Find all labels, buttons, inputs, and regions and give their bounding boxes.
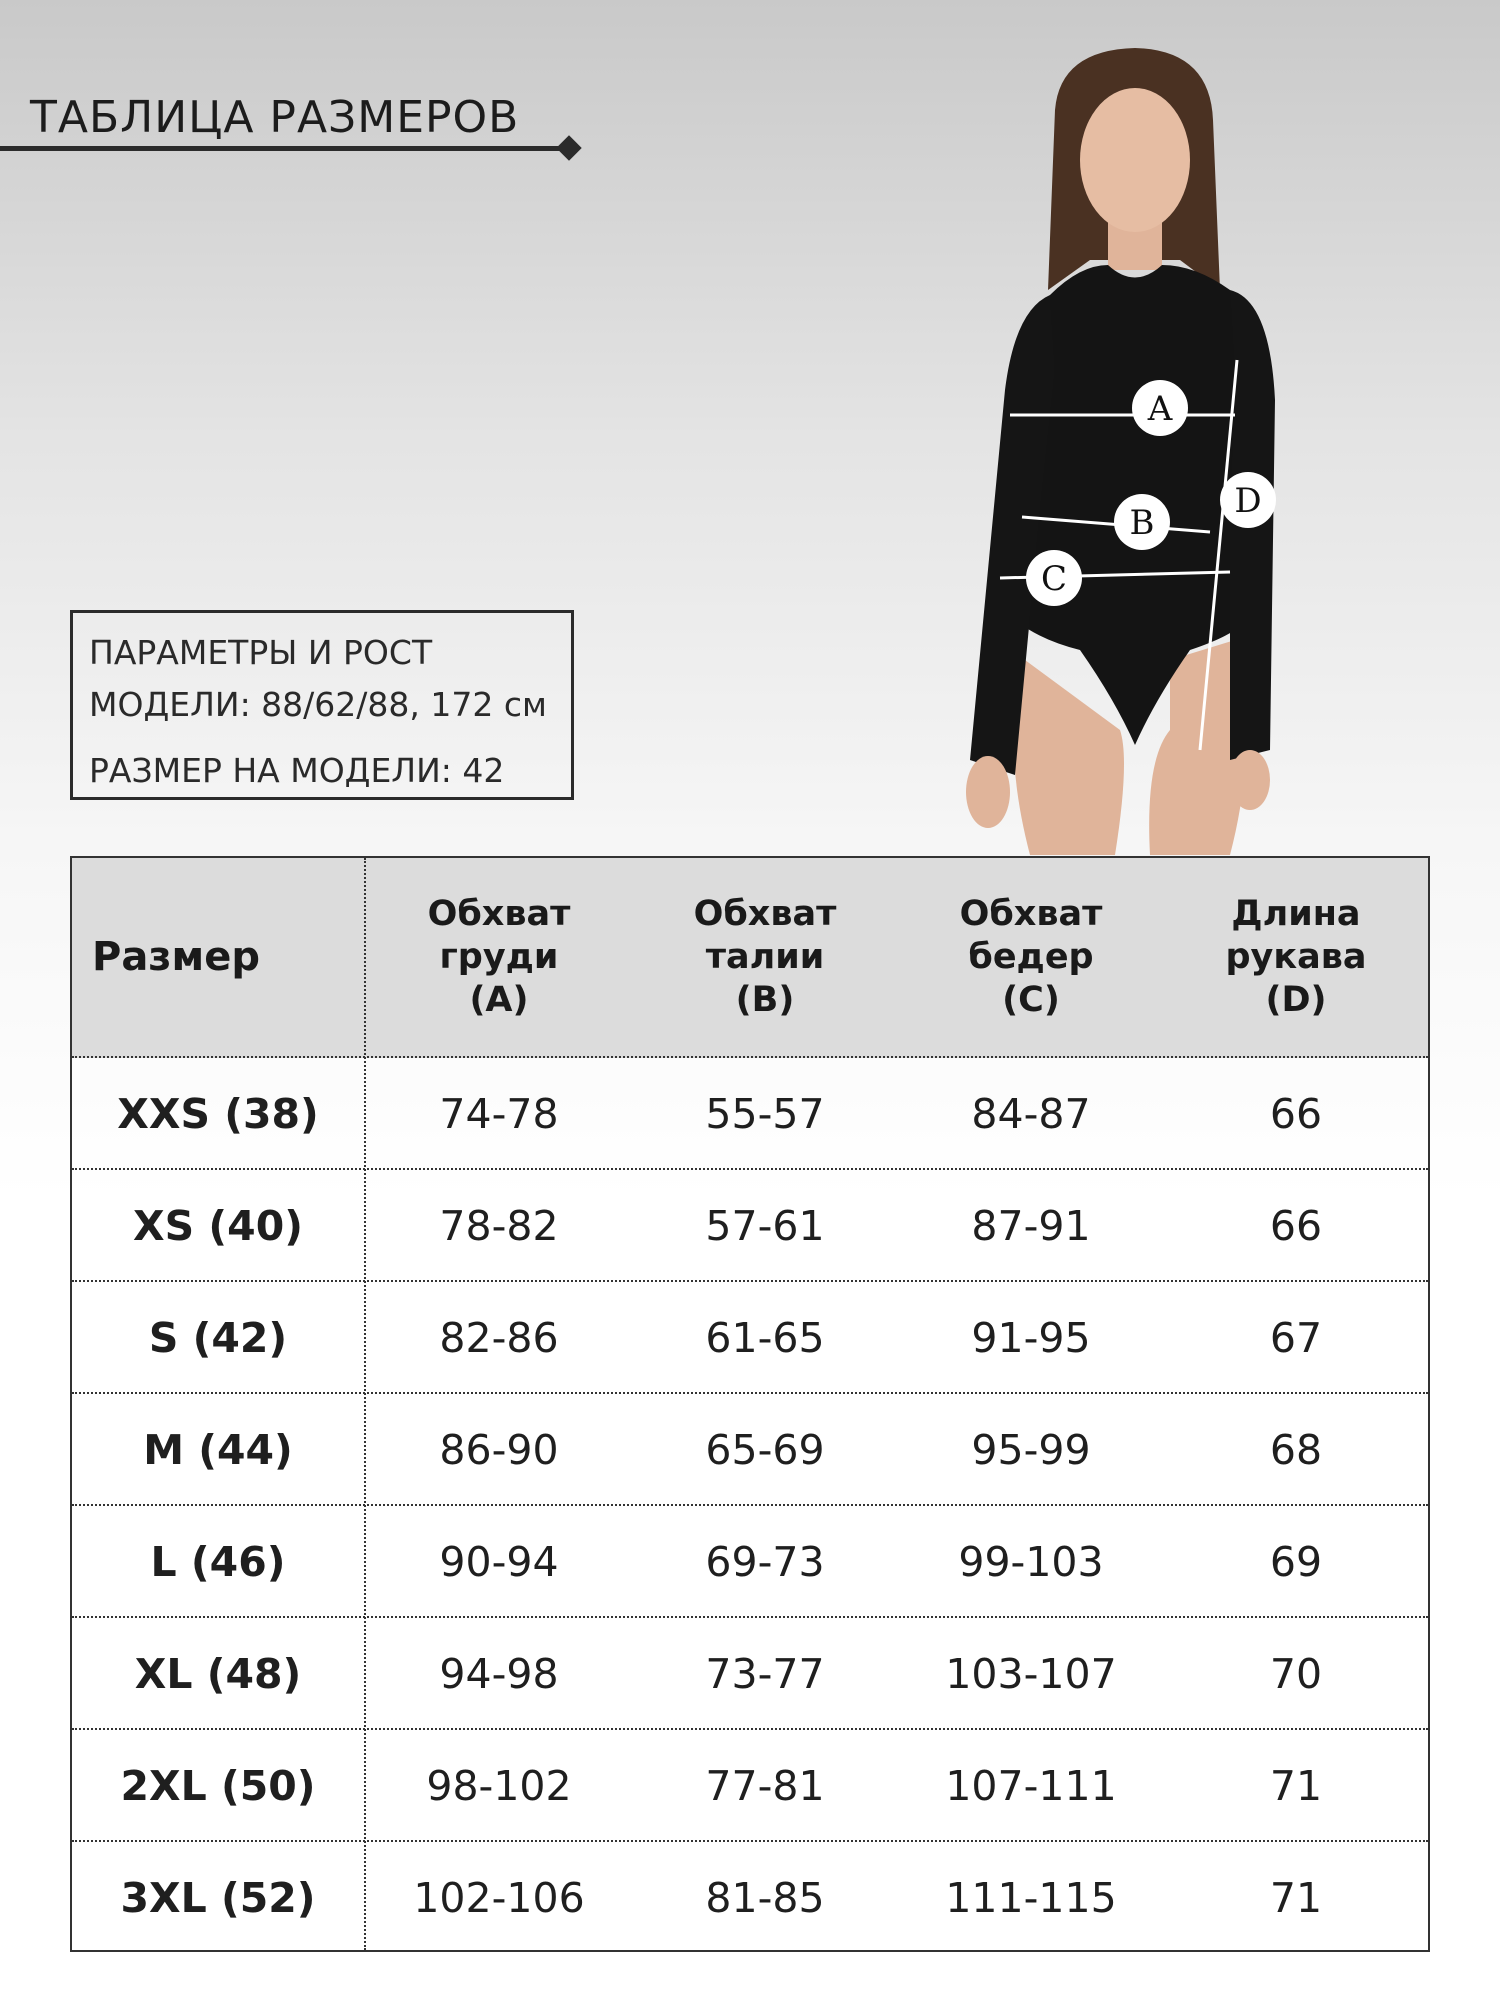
cell-size: S (42) <box>148 1314 288 1362</box>
table-row <box>72 1170 1428 1282</box>
cell-size: 3XL (52) <box>120 1874 316 1922</box>
header-size <box>72 858 364 1056</box>
cell-chest: 102-106 <box>413 1874 585 1922</box>
label-d: D <box>1234 481 1262 521</box>
cell-sleeve: 71 <box>1269 1762 1323 1810</box>
cell-size: XXS (38) <box>117 1090 319 1138</box>
header-chest-line: груди <box>439 936 559 977</box>
header-hips-line: (C) <box>1002 979 1060 1020</box>
table-row <box>72 1506 1428 1618</box>
cell-chest: 98-102 <box>426 1762 572 1810</box>
cell-hips: 87-91 <box>971 1202 1091 1250</box>
cell-waist: 65-69 <box>705 1426 825 1474</box>
table-row <box>72 1058 1428 1170</box>
model-right-hand <box>1230 750 1270 810</box>
cell-chest: 94-98 <box>439 1650 559 1698</box>
model-info-box <box>70 610 574 800</box>
cell-sleeve: 66 <box>1269 1090 1323 1138</box>
header-chest-line: (A) <box>469 979 529 1020</box>
cell-hips: 111-115 <box>945 1874 1117 1922</box>
header-hips-line: бедер <box>968 936 1094 977</box>
title-diamond-ornament <box>556 135 581 160</box>
cell-size: L (46) <box>150 1538 286 1586</box>
cell-chest: 90-94 <box>439 1538 559 1586</box>
table-row <box>72 1394 1428 1506</box>
model-info-line-2: МОДЕЛИ: 88/62/88, 172 см <box>89 685 547 724</box>
cell-hips: 95-99 <box>971 1426 1091 1474</box>
header-sleeve-line: Длина <box>1231 893 1361 934</box>
cell-waist: 61-65 <box>705 1314 825 1362</box>
header-waist-line: Обхват <box>693 893 837 934</box>
header-chest <box>366 858 632 1056</box>
cell-waist: 57-61 <box>705 1202 825 1250</box>
cell-chest: 74-78 <box>439 1090 559 1138</box>
header-chest-line: Обхват <box>427 893 571 934</box>
cell-size: M (44) <box>143 1426 293 1474</box>
table-row <box>72 1282 1428 1394</box>
header-sleeve-line: (D) <box>1265 979 1327 1020</box>
cell-sleeve: 66 <box>1269 1202 1323 1250</box>
size-table <box>70 856 1430 1952</box>
label-b: B <box>1129 503 1155 543</box>
cell-chest: 78-82 <box>439 1202 559 1250</box>
table-row <box>72 1730 1428 1842</box>
header-waist-line: талии <box>705 936 825 977</box>
header-hips <box>898 858 1164 1056</box>
header-chest-text <box>428 893 571 1022</box>
header-sleeve-text <box>1225 893 1366 1022</box>
header-waist <box>632 858 898 1056</box>
cell-hips: 107-111 <box>945 1762 1117 1810</box>
label-a: A <box>1147 389 1173 429</box>
model-left-hand <box>966 756 1010 828</box>
cell-hips: 84-87 <box>971 1090 1091 1138</box>
cell-sleeve: 68 <box>1269 1426 1323 1474</box>
cell-sleeve: 69 <box>1269 1538 1323 1586</box>
cell-sleeve: 71 <box>1269 1874 1323 1922</box>
header-sleeve-line: рукава <box>1225 936 1367 977</box>
cell-chest: 82-86 <box>439 1314 559 1362</box>
cell-size: XS (40) <box>133 1202 303 1250</box>
table-row <box>72 1618 1428 1730</box>
header-sleeve <box>1164 858 1428 1056</box>
label-c: C <box>1040 559 1068 599</box>
model-figure-illustration <box>930 40 1330 855</box>
header-size-text <box>92 933 261 980</box>
cell-waist: 55-57 <box>705 1090 825 1138</box>
model-face <box>1080 88 1190 232</box>
header-size-line: Размер <box>92 933 261 980</box>
table-header <box>72 858 1428 1058</box>
cell-chest: 86-90 <box>439 1426 559 1474</box>
cell-waist: 81-85 <box>705 1874 825 1922</box>
header-waist-line: (B) <box>735 979 795 1020</box>
header-hips-text <box>960 893 1103 1022</box>
cell-waist: 69-73 <box>705 1538 825 1586</box>
cell-waist: 77-81 <box>705 1762 825 1810</box>
title-underline <box>0 146 566 151</box>
cell-hips: 99-103 <box>958 1538 1104 1586</box>
model-info-line-1: ПАРАМЕТРЫ И РОСТ <box>89 633 433 672</box>
cell-size: XL (48) <box>134 1650 302 1698</box>
page-title: ТАБЛИЦА РАЗМЕРОВ <box>30 92 520 143</box>
cell-size: 2XL (50) <box>120 1762 316 1810</box>
model-info-line-3: РАЗМЕР НА МОДЕЛИ: 42 <box>89 751 505 790</box>
header-hips-line: Обхват <box>959 893 1103 934</box>
cell-sleeve: 67 <box>1269 1314 1323 1362</box>
cell-hips: 91-95 <box>971 1314 1091 1362</box>
cell-hips: 103-107 <box>945 1650 1117 1698</box>
cell-sleeve: 70 <box>1269 1650 1323 1698</box>
table-row <box>72 1842 1428 1954</box>
header-waist-text <box>694 893 837 1022</box>
cell-waist: 73-77 <box>705 1650 825 1698</box>
